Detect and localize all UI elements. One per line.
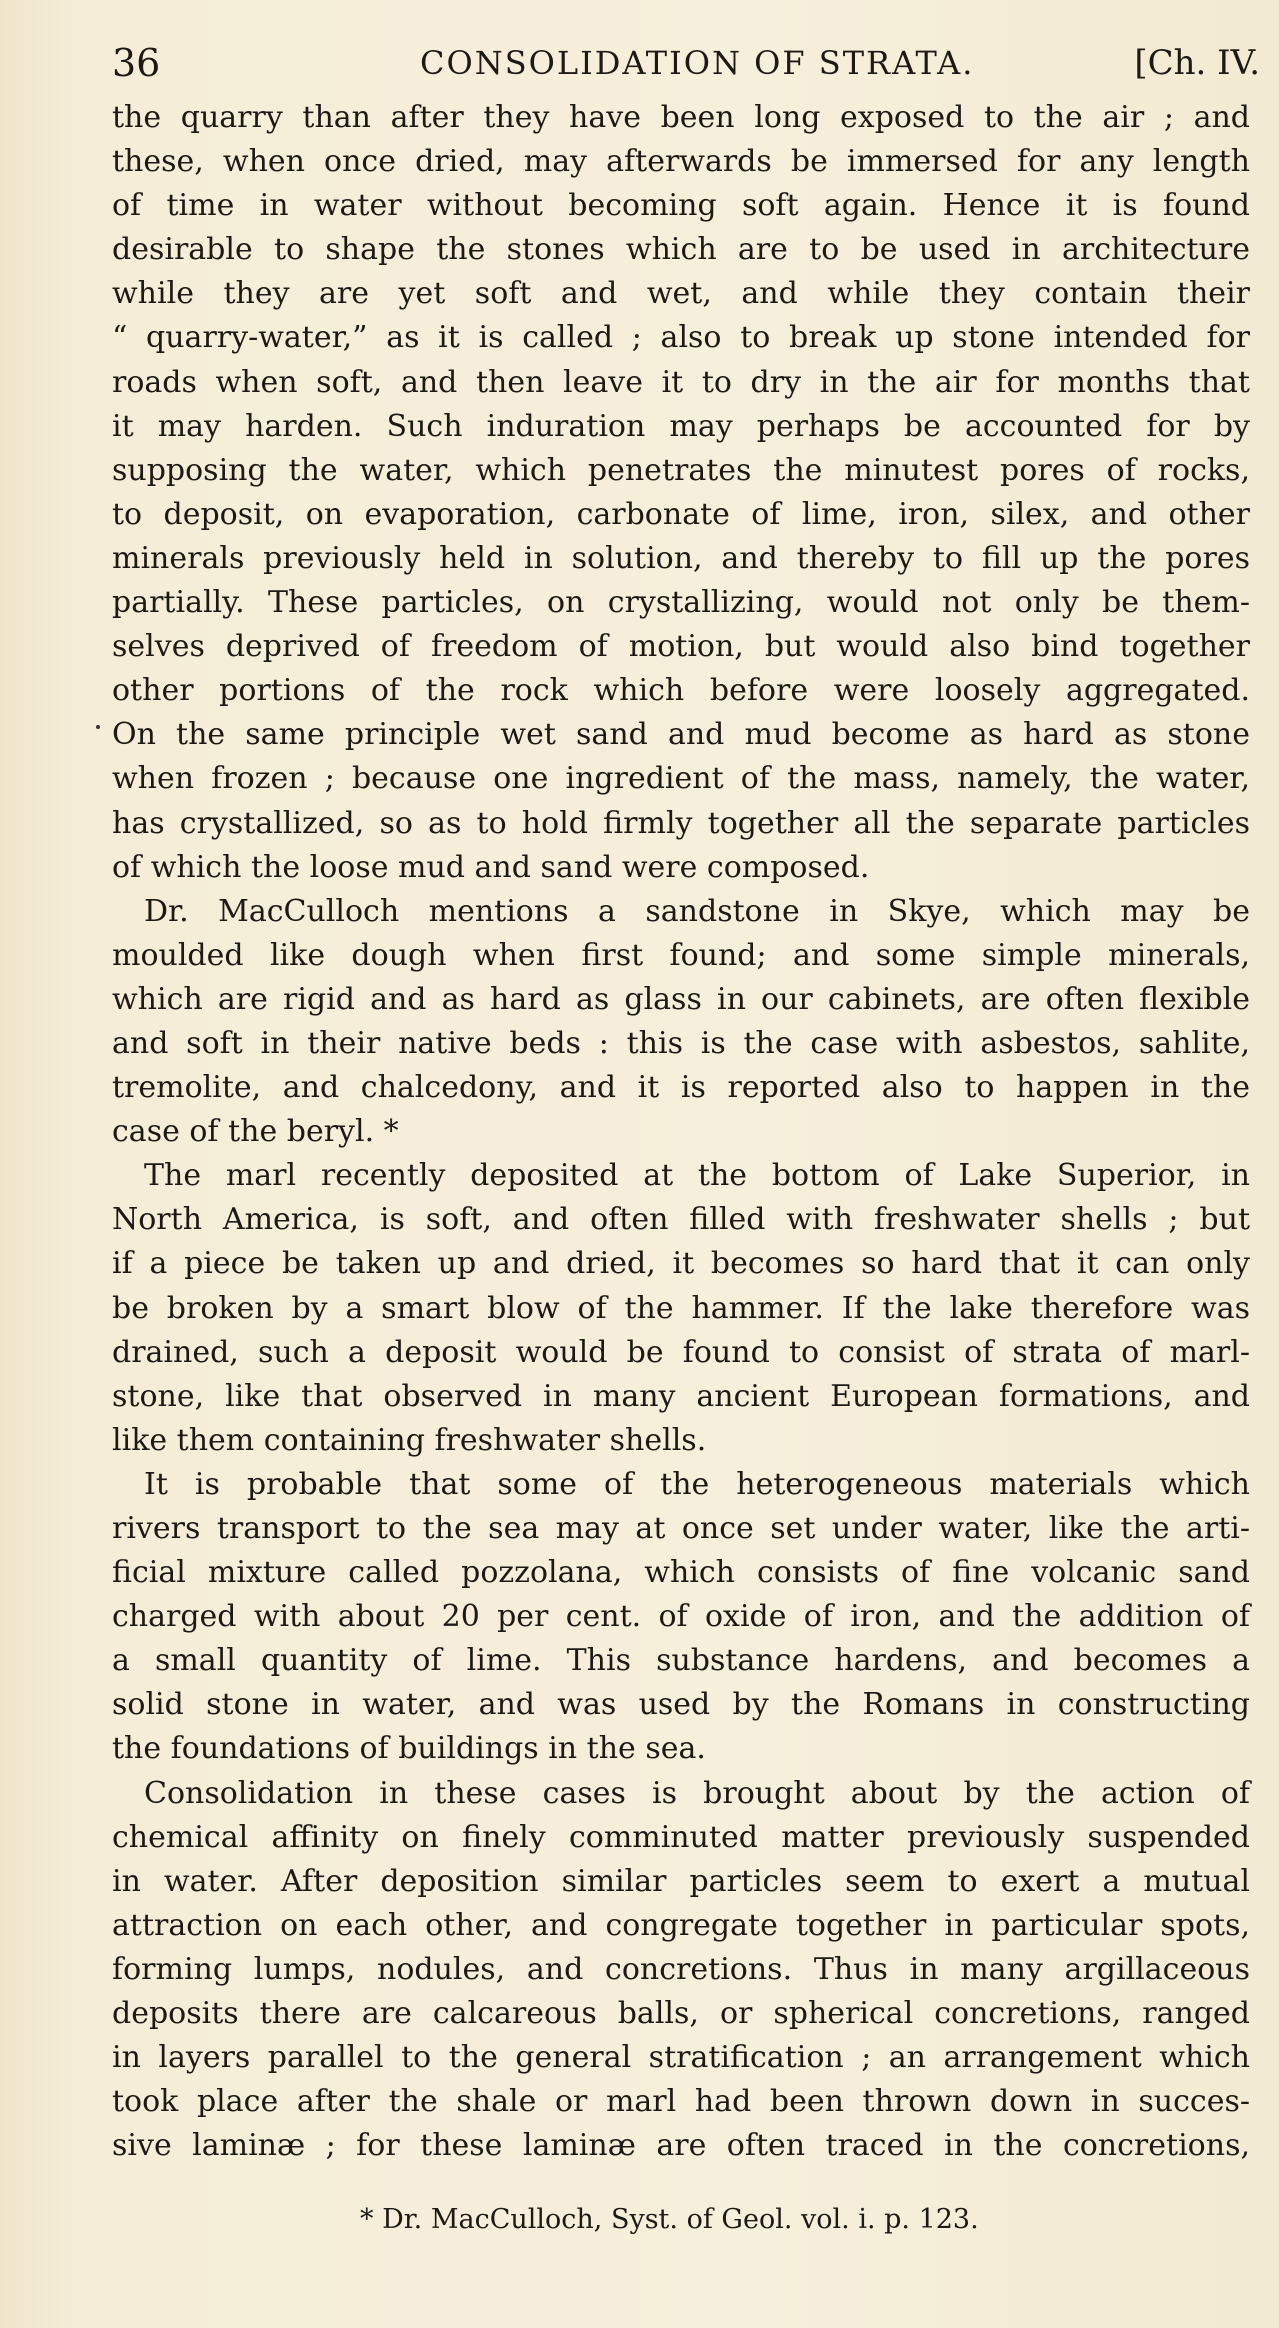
text-line: attraction on each other, and congregate together in particular spots, xyxy=(112,1907,1250,1943)
text-line: other portions of the rock which before were loosely aggregated. xyxy=(112,673,1250,709)
text-line: if a piece be taken up and dried, it becomes so hard that it can only xyxy=(112,1246,1250,1282)
text-line: which are rigid and as hard as glass in our cabinets, are often flexible xyxy=(112,981,1250,1017)
text-line: “ quarry-water,” as it is called ; also to break up stone intended for xyxy=(112,320,1250,356)
text-line: Dr. MacCulloch mentions a sandstone in Skye, which may be xyxy=(144,893,1250,929)
text-line: and soft in their native beds : this is the case with asbestos, sahlite, xyxy=(112,1025,1250,1061)
text-line: minerals previously held in solution, and thereby to fill up the pores xyxy=(112,540,1250,576)
text-line: desirable to shape the stones which are to be used in architecture xyxy=(112,232,1250,268)
text-line: in layers parallel to the general stratification ; an arrangement which xyxy=(112,2040,1250,2076)
text-line: tremolite, and chalcedony, and it is reported also to happen in the xyxy=(112,1070,1250,1106)
margin-speck xyxy=(96,725,100,729)
text-line: charged with about 20 per cent. of oxide of iron, and the addition of xyxy=(112,1599,1250,1635)
text-line: it may harden. Such induration may perhaps be accounted for by xyxy=(112,408,1250,444)
text-line: The marl recently deposited at the bottom of Lake Superior, in xyxy=(144,1158,1250,1194)
text-line: in water. After deposition similar particles seem to exert a mutual xyxy=(112,1863,1250,1899)
text-line: be broken by a smart blow of the hammer. If the lake therefore was xyxy=(112,1290,1250,1326)
text-line: these, when once dried, may afterwards be immersed for any length xyxy=(112,144,1250,180)
text-line: ficial mixture called pozzolana, which consists of fine volcanic sand xyxy=(112,1555,1250,1591)
text-line: a small quantity of lime. This substance hardens, and becomes a xyxy=(112,1643,1250,1679)
text-line: solid stone in water, and was used by the Romans in constructing xyxy=(112,1687,1250,1723)
text-line: Consolidation in these cases is brought about by the action of xyxy=(144,1775,1250,1811)
text-line: case of the beryl. * xyxy=(112,1114,399,1150)
page-number: 36 xyxy=(112,41,161,85)
text-line: has crystallized, so as to hold firmly together all the separate particles xyxy=(112,805,1250,841)
text-line: like them containing freshwater shells. xyxy=(112,1422,707,1458)
text-line: North America, is soft, and often filled with freshwater shells ; but xyxy=(112,1202,1250,1238)
text-line: deposits there are calcareous balls, or spherical concretions, ranged xyxy=(112,1996,1250,2032)
text-line: the foundations of buildings in the sea. xyxy=(112,1731,706,1767)
text-line: stone, like that observed in many ancient European formations, and xyxy=(112,1378,1250,1414)
text-line: On the same principle wet sand and mud become as hard as stone xyxy=(112,717,1250,753)
text-line: of which the loose mud and sand were composed. xyxy=(112,849,870,885)
text-line: drained, such a deposit would be found to consist of strata of marl- xyxy=(112,1334,1250,1370)
text-line: partially. These particles, on crystallizing, would not only be them- xyxy=(112,585,1250,621)
page-header xyxy=(112,38,1260,88)
text-line: the quarry than after they have been long exposed to the air ; and xyxy=(112,100,1250,135)
text-line: supposing the water, which penetrates the minutest pores of rocks, xyxy=(112,452,1250,488)
text-line: moulded like dough when first found; and some simple minerals, xyxy=(112,937,1250,973)
text-line: selves deprived of freedom of motion, but would also bind together xyxy=(112,629,1250,665)
text-line: It is probable that some of the heterogeneous materials which xyxy=(144,1466,1250,1502)
footnote: * Dr. MacCulloch, Syst. of Geol. vol. i. p. 123. xyxy=(360,2204,979,2235)
text-line: of time in water without becoming soft again. Hence it is found xyxy=(112,188,1250,224)
text-line: sive laminæ ; for these laminæ are often traced in the concretions, xyxy=(112,2128,1250,2164)
text-line: took place after the shale or marl had been thrown down in succes- xyxy=(112,2084,1250,2120)
running-head: CONSOLIDATION OF STRATA. xyxy=(420,44,975,82)
text-line: roads when soft, and then leave it to dry in the air for months that xyxy=(112,364,1250,400)
body-text xyxy=(112,96,1250,2168)
text-line: when frozen ; because one ingredient of the mass, namely, the water, xyxy=(112,761,1250,797)
text-line: forming lumps, nodules, and concretions. Thus in many argillaceous xyxy=(112,1951,1250,1987)
chapter-label: [Ch. IV. xyxy=(1134,43,1260,83)
text-line: to deposit, on evaporation, carbonate of lime, iron, silex, and other xyxy=(112,496,1250,532)
text-line: rivers transport to the sea may at once set under water, like the arti- xyxy=(112,1511,1250,1546)
text-line: chemical affinity on finely comminuted matter previously suspended xyxy=(112,1819,1250,1855)
text-line: while they are yet soft and wet, and while they contain their xyxy=(112,276,1250,312)
